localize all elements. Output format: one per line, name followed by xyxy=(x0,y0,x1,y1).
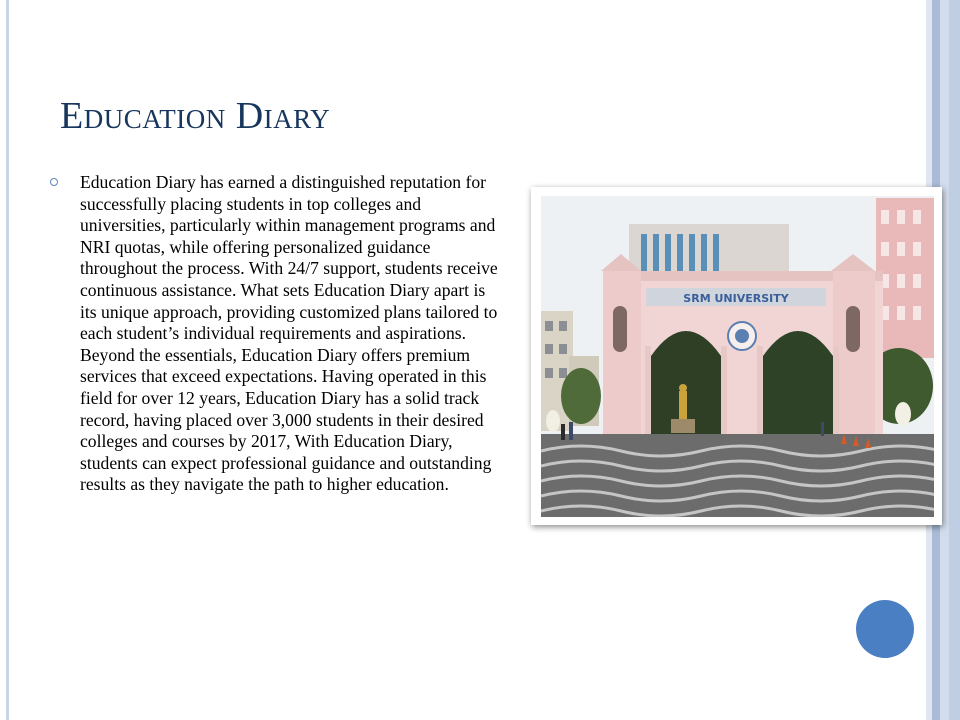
gate-sign-text: SRM UNIVERSITY xyxy=(683,292,789,305)
hollow-circle-bullet-icon xyxy=(50,178,58,186)
accent-circle xyxy=(856,600,914,658)
slide-title: Education Diary xyxy=(60,95,331,137)
photo-frame xyxy=(531,187,942,525)
university-gate-photo xyxy=(541,196,934,517)
body-text: Education Diary has earned a distinguished reputation for successfully placing students in top colleges and universities, particularly within management programs and NRI quotas, while offering personalized guidance throughout the process. With 24/7 support, students receive continuous assistance. What sets Education Diary apart is its unique approach, providing customized plans tailored to each student’s individual requirements and aspirations. Beyond the essentials, Education Diary offers premium services that exceed expectations. Having operated in this field for over 12 years, Education Diary has a solid track record, having placed over 3,000 students in their desired colleges and courses by 2017, With Education Diary, students can expect professional guidance and outstanding results as they navigate the path to higher education. xyxy=(80,172,498,495)
left-border-line xyxy=(6,0,9,720)
